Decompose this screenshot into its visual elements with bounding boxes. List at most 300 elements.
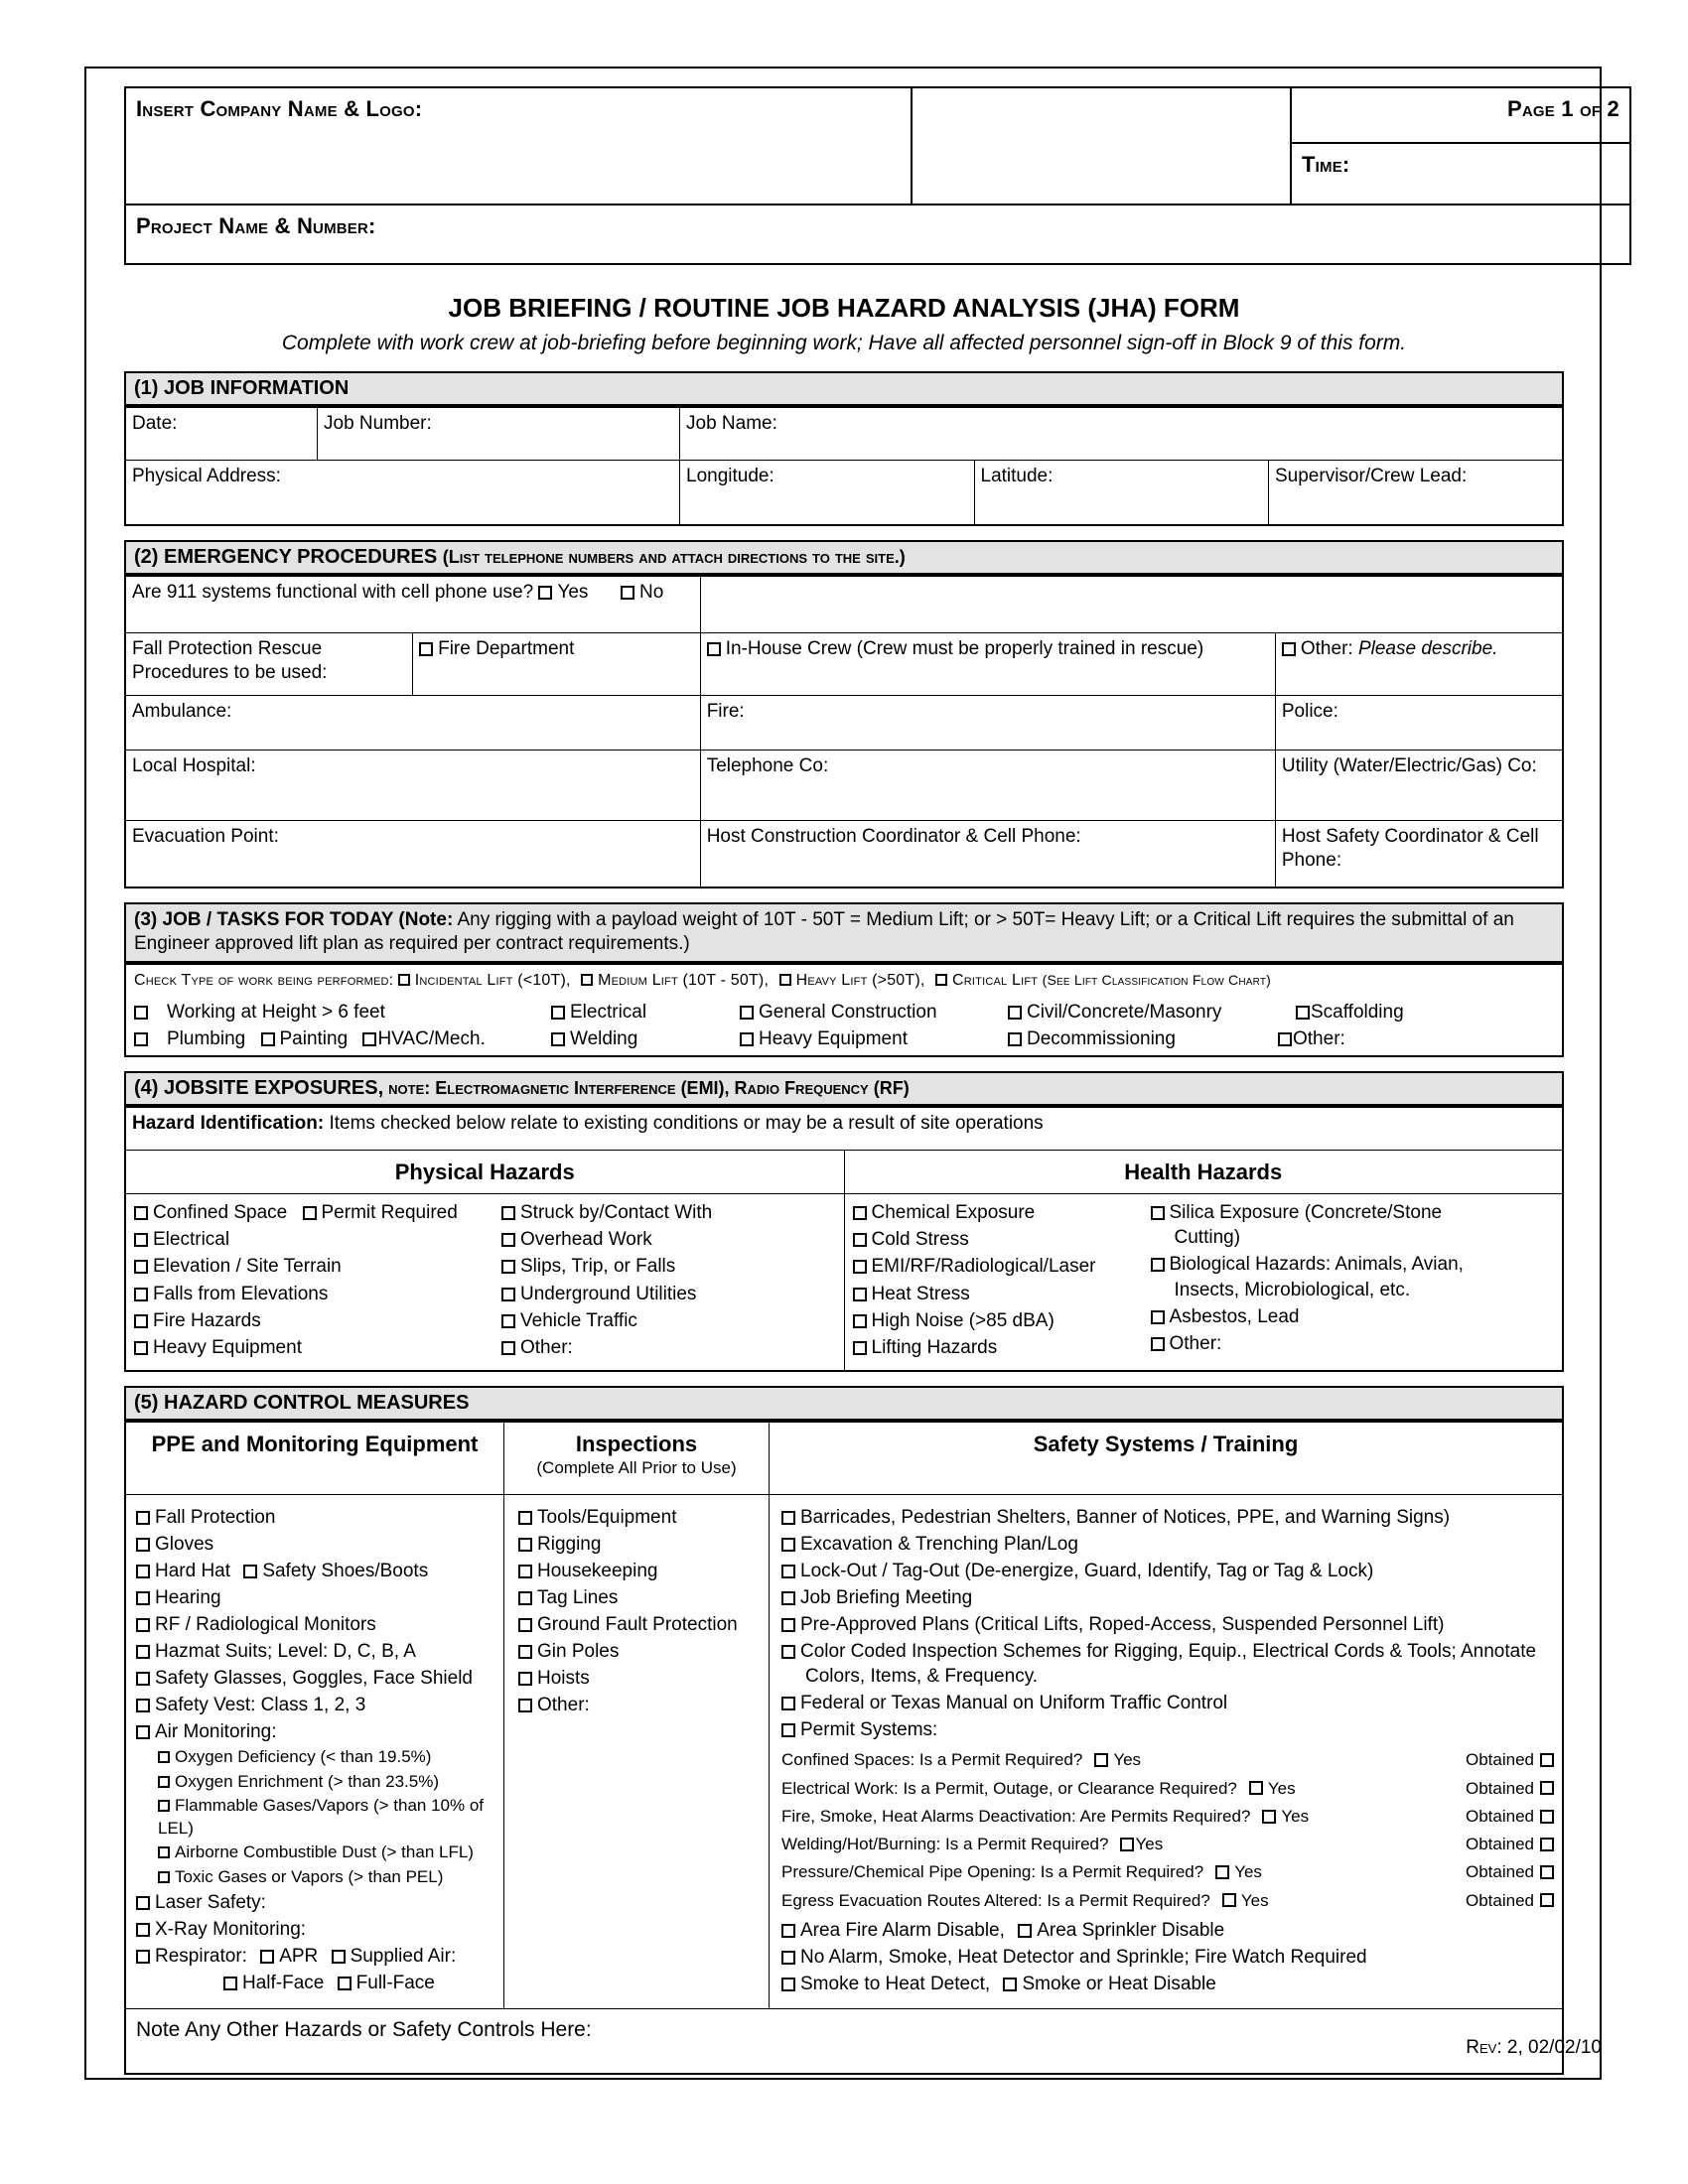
combustible-dust-checkbox[interactable] <box>158 1846 170 1858</box>
q911-yes-checkbox[interactable] <box>538 586 552 600</box>
permit-confined-yes-checkbox[interactable] <box>1094 1753 1108 1767</box>
supplied-air-checkbox[interactable] <box>332 1950 346 1964</box>
flammable-gases-checkbox[interactable] <box>158 1800 170 1812</box>
health-other-label: Other: <box>1169 1332 1222 1354</box>
color-coded-option[interactable] <box>781 1639 1554 1689</box>
general-construction-checkbox[interactable] <box>740 1006 754 1020</box>
hazmat-suits-option[interactable] <box>136 1639 497 1664</box>
hard-hat-checkbox[interactable] <box>136 1565 150 1578</box>
header-blank-cell[interactable] <box>912 87 1291 205</box>
inspections-other-label: Other: <box>537 1695 590 1716</box>
section-2-heading <box>124 540 1564 575</box>
host-safety-field[interactable] <box>1275 821 1563 888</box>
safety-systems-heading: Safety Systems / Training <box>770 1422 1564 1495</box>
form-content <box>124 86 1619 2075</box>
area-sprinkler-checkbox[interactable] <box>1018 1924 1032 1938</box>
gin-poles-option[interactable] <box>518 1639 763 1664</box>
hoists-option[interactable] <box>518 1666 763 1691</box>
phys-heavy-equipment-checkbox[interactable] <box>134 1341 148 1355</box>
job-name-label: Job Name: <box>686 413 777 434</box>
gin-poles-checkbox[interactable] <box>518 1645 532 1659</box>
fire-label: Fire: <box>706 701 745 722</box>
ground-fault-label: Ground Fault Protection <box>537 1614 738 1636</box>
permit-confined-obtained-label: Obtained <box>1466 1750 1534 1770</box>
hoists-checkbox[interactable] <box>518 1672 532 1686</box>
permit-pressure-obtained-label: Obtained <box>1466 1862 1534 1882</box>
hearing-checkbox[interactable] <box>136 1591 150 1605</box>
xray-monitoring-option[interactable] <box>136 1917 497 1942</box>
asbestos-lead-checkbox[interactable] <box>1151 1310 1165 1324</box>
permit-welding-yes-checkbox[interactable] <box>1120 1838 1134 1851</box>
work-other-checkbox[interactable] <box>1278 1032 1292 1046</box>
project-name-cell[interactable] <box>125 205 1630 264</box>
oxygen-deficiency-checkbox[interactable] <box>158 1751 170 1763</box>
silica-exposure-option[interactable] <box>1151 1200 1478 1250</box>
fire-hazards-checkbox[interactable] <box>134 1314 148 1328</box>
job-number-field[interactable] <box>318 407 680 461</box>
section-2-heading-note: (List telephone numbers and attach directions to the site.) <box>442 547 906 567</box>
fire-hazards-option[interactable] <box>134 1308 501 1333</box>
smoke-to-heat-checkbox[interactable] <box>781 1978 795 1991</box>
permit-electrical-yes-checkbox[interactable] <box>1249 1781 1263 1795</box>
laser-safety-checkbox[interactable] <box>136 1896 150 1910</box>
tag-lines-checkbox[interactable] <box>518 1591 532 1605</box>
silica-exposure-checkbox[interactable] <box>1151 1206 1165 1220</box>
permit-systems-checkbox[interactable] <box>781 1723 795 1737</box>
hazmat-suits-checkbox[interactable] <box>136 1645 150 1659</box>
fire-department-label: Fire Department <box>438 638 575 659</box>
welding-checkbox[interactable] <box>551 1032 565 1046</box>
heat-stress-checkbox[interactable] <box>853 1288 867 1301</box>
permit-pressure-yes-label: Yes <box>1234 1862 1262 1882</box>
q911-blank-cell[interactable] <box>700 576 1563 633</box>
chemical-exposure-checkbox[interactable] <box>853 1206 867 1220</box>
heat-stress-option[interactable] <box>853 1282 1151 1306</box>
health-hazards-columns <box>853 1200 1559 1361</box>
section-3-heading-bold: (3) JOB / TASKS FOR TODAY (Note: <box>134 909 454 930</box>
lockout-tagout-option[interactable] <box>781 1559 1554 1583</box>
rescue-other-checkbox[interactable] <box>1282 642 1296 656</box>
safety-shoes-checkbox[interactable] <box>243 1565 257 1578</box>
physical-hazards-col-2 <box>501 1200 829 1361</box>
project-name-label: Project Name & Number: <box>136 213 376 238</box>
permit-electrical-yes-label: Yes <box>1267 1778 1296 1798</box>
work-row2-group <box>134 1026 551 1051</box>
inspections-other-option[interactable] <box>518 1693 763 1717</box>
area-fire-alarm-checkbox[interactable] <box>781 1924 795 1938</box>
permit-egress-yes-checkbox[interactable] <box>1222 1893 1236 1907</box>
supervisor-label: Supervisor/Crew Lead: <box>1275 466 1468 486</box>
physical-address-field[interactable] <box>125 461 680 526</box>
plumbing-checkbox[interactable] <box>134 1032 148 1046</box>
toxic-gases-checkbox[interactable] <box>158 1871 170 1883</box>
work-height-checkbox[interactable] <box>134 1006 148 1020</box>
rigging-checkbox[interactable] <box>518 1538 532 1552</box>
section-1-heading: (1) JOB INFORMATION <box>124 371 1564 406</box>
scaffolding-checkbox[interactable] <box>1296 1006 1310 1020</box>
decommissioning-checkbox[interactable] <box>1008 1032 1022 1046</box>
gloves-checkbox[interactable] <box>136 1538 150 1552</box>
underground-utilities-checkbox[interactable] <box>501 1288 515 1301</box>
page-subtitle: Complete with work crew at job-briefing before beginning work; Have all affected personnel sign-off in Block 9 of this form. <box>281 332 1407 354</box>
safety-vest-option[interactable] <box>136 1693 497 1717</box>
permit-row-welding <box>781 1834 1554 1854</box>
xray-monitoring-label: X-Ray Monitoring: <box>155 1919 307 1941</box>
ground-fault-option[interactable] <box>518 1612 763 1637</box>
rf-monitors-label: RF / Radiological Monitors <box>155 1614 376 1636</box>
critical-lift-label: Critical Lift <box>952 971 1039 989</box>
struck-by-option[interactable] <box>501 1200 829 1225</box>
permit-required-label: Permit Required <box>321 1202 458 1224</box>
flammable-gases-label: Flammable Gases/Vapors (> than 10% of LEL) <box>158 1796 485 1838</box>
housekeeping-label: Housekeeping <box>537 1560 658 1581</box>
physical-address-label: Physical Address: <box>132 466 281 486</box>
section-4-heading <box>124 1071 1564 1106</box>
full-face-label: Full-Face <box>355 1973 435 1994</box>
scaffolding-option[interactable] <box>1296 1000 1475 1024</box>
high-noise-checkbox[interactable] <box>853 1314 867 1328</box>
section-2-table <box>124 575 1564 888</box>
air-monitoring-option[interactable] <box>136 1719 497 1744</box>
work-other-label: Other: <box>1293 1027 1345 1049</box>
barricades-checkbox[interactable] <box>781 1511 795 1525</box>
work-type-col-4 <box>1008 1000 1296 1053</box>
heavy-equipment-label: Heavy Equipment <box>759 1027 908 1049</box>
oxygen-enrichment-option[interactable] <box>158 1771 497 1793</box>
slips-trips-option[interactable] <box>501 1254 829 1279</box>
physical-hazards-col-1 <box>134 1200 501 1361</box>
overhead-work-option[interactable] <box>501 1227 829 1252</box>
vehicle-traffic-checkbox[interactable] <box>501 1314 515 1328</box>
xray-monitoring-checkbox[interactable] <box>136 1923 150 1937</box>
host-safety-label: Host Safety Coordinator & Cell Phone: <box>1281 826 1539 871</box>
falls-elevations-label: Falls from Elevations <box>153 1283 329 1304</box>
incidental-lift-checkbox[interactable] <box>398 974 410 986</box>
gloves-option[interactable] <box>136 1532 497 1557</box>
inspections-other-checkbox[interactable] <box>518 1699 532 1712</box>
date-label: Date: <box>132 413 178 434</box>
underground-utilities-option[interactable] <box>501 1282 829 1306</box>
permit-confined-obtained-checkbox[interactable] <box>1540 1753 1554 1767</box>
high-noise-label: High Noise (>85 dBA) <box>871 1309 1055 1331</box>
apr-checkbox[interactable] <box>260 1950 274 1964</box>
in-house-crew-checkbox[interactable] <box>707 642 721 656</box>
form-page <box>84 67 1619 2080</box>
safety-glasses-label: Safety Glasses, Goggles, Face Shield <box>155 1668 473 1690</box>
phys-heavy-equipment-label: Heavy Equipment <box>153 1336 302 1358</box>
general-construction-label: General Construction <box>759 1001 937 1023</box>
elevation-terrain-option[interactable] <box>134 1254 501 1279</box>
health-other-option[interactable] <box>1151 1331 1478 1356</box>
biological-hazards-option[interactable] <box>1151 1252 1478 1301</box>
safety-glasses-checkbox[interactable] <box>136 1672 150 1686</box>
tools-equipment-label: Tools/Equipment <box>537 1506 677 1528</box>
permit-row-fire-alarms <box>781 1806 1554 1827</box>
heat-stress-label: Heat Stress <box>871 1283 970 1304</box>
cold-stress-checkbox[interactable] <box>853 1233 867 1247</box>
section-2-heading-main: (2) EMERGENCY PROCEDURES <box>134 546 438 568</box>
smoke-heat-row <box>781 1972 1554 1996</box>
permit-systems-label: Permit Systems: <box>800 1719 938 1741</box>
permit-confined-question: Confined Spaces: Is a Permit Required? <box>781 1750 1083 1770</box>
excavation-option[interactable] <box>781 1532 1554 1557</box>
hard-hat-option[interactable] <box>136 1559 497 1583</box>
housekeeping-checkbox[interactable] <box>518 1565 532 1578</box>
biological-hazards-label: Biological Hazards: Animals, Avian, Insects, Microbiological, etc. <box>1169 1254 1464 1300</box>
safety-glasses-option[interactable] <box>136 1666 497 1691</box>
section-4-heading-main: (4) JOBSITE EXPOSURES, <box>134 1076 384 1099</box>
cold-stress-option[interactable] <box>853 1227 1151 1252</box>
area-sprinkler-label: Area Sprinkler Disable <box>1037 1919 1225 1941</box>
civil-concrete-option[interactable] <box>1008 1000 1296 1024</box>
rf-monitors-option[interactable] <box>136 1612 497 1637</box>
falls-elevations-option[interactable] <box>134 1282 501 1306</box>
excavation-checkbox[interactable] <box>781 1538 795 1552</box>
permit-required-checkbox[interactable] <box>303 1206 317 1220</box>
confined-space-option[interactable] <box>134 1200 501 1225</box>
flammable-gases-option[interactable] <box>158 1795 497 1840</box>
high-noise-option[interactable] <box>853 1308 1151 1333</box>
local-hospital-field[interactable] <box>125 751 700 821</box>
fire-field[interactable] <box>700 696 1275 751</box>
toxic-gases-option[interactable] <box>158 1866 497 1888</box>
permit-pressure-obtained-checkbox[interactable] <box>1540 1865 1554 1879</box>
confined-space-checkbox[interactable] <box>134 1206 148 1220</box>
safety-vest-checkbox[interactable] <box>136 1699 150 1712</box>
general-construction-option[interactable] <box>740 1000 1008 1024</box>
in-house-crew-label: In-House Crew (Crew must be properly trained in rescue) <box>725 638 1204 659</box>
struck-by-checkbox[interactable] <box>501 1206 515 1220</box>
falls-elevations-checkbox[interactable] <box>134 1288 148 1301</box>
incidental-lift-label: Incidental Lift (<10T), <box>414 971 571 989</box>
telephone-co-field[interactable] <box>700 751 1275 821</box>
elevation-terrain-checkbox[interactable] <box>134 1260 148 1274</box>
hazard-identification-row <box>125 1107 1563 1151</box>
health-other-checkbox[interactable] <box>1151 1337 1165 1351</box>
combustible-dust-option[interactable] <box>158 1842 497 1863</box>
inspections-subheading: (Complete All Prior to Use) <box>536 1458 737 1478</box>
check-type-label: Check Type of work being performed: <box>134 971 394 989</box>
physical-other-checkbox[interactable] <box>501 1341 515 1355</box>
lifting-hazards-checkbox[interactable] <box>853 1341 867 1355</box>
health-hazards-col-1 <box>853 1200 1151 1361</box>
permit-welding-obtained-checkbox[interactable] <box>1540 1838 1554 1851</box>
housekeeping-option[interactable] <box>518 1559 763 1583</box>
civil-concrete-checkbox[interactable] <box>1008 1006 1022 1020</box>
date-field[interactable] <box>125 407 318 461</box>
permit-electrical-obtained-label: Obtained <box>1466 1778 1534 1798</box>
barricades-label: Barricades, Pedestrian Shelters, Banner of Notices, PPE, and Warning Signs) <box>800 1506 1451 1528</box>
fire-department-checkbox[interactable] <box>419 642 433 656</box>
ambulance-field[interactable] <box>125 696 700 751</box>
pre-approved-plans-option[interactable] <box>781 1612 1554 1637</box>
heavy-equipment-checkbox[interactable] <box>740 1032 754 1046</box>
permit-fire-obtained-label: Obtained <box>1466 1806 1534 1826</box>
q911-yes-label: Yes <box>557 582 589 603</box>
time-label: Time: <box>1302 152 1350 177</box>
oxygen-enrichment-checkbox[interactable] <box>158 1776 170 1788</box>
color-coded-checkbox[interactable] <box>781 1645 795 1659</box>
traffic-control-checkbox[interactable] <box>781 1697 795 1710</box>
evacuation-point-label: Evacuation Point: <box>132 826 279 847</box>
rigging-label: Rigging <box>537 1533 602 1555</box>
latitude-field[interactable] <box>974 461 1269 526</box>
chemical-exposure-label: Chemical Exposure <box>871 1202 1036 1224</box>
lockout-tagout-checkbox[interactable] <box>781 1565 795 1578</box>
respirator-checkbox[interactable] <box>136 1950 150 1964</box>
hard-hat-label: Hard Hat <box>155 1560 231 1581</box>
inspections-heading-cell <box>504 1422 770 1495</box>
work-type-col-3 <box>740 1000 1008 1053</box>
underground-utilities-label: Underground Utilities <box>520 1283 697 1304</box>
permit-pressure-yes-checkbox[interactable] <box>1215 1865 1229 1879</box>
host-construction-field[interactable] <box>700 821 1275 888</box>
fall-protection-option[interactable] <box>136 1505 497 1530</box>
job-briefing-checkbox[interactable] <box>781 1591 795 1605</box>
health-hazards-col-2 <box>1151 1200 1478 1361</box>
respirator-option[interactable] <box>136 1944 497 1969</box>
welding-option[interactable] <box>551 1026 740 1051</box>
medium-lift-label: Medium Lift (10T - 50T), <box>598 971 770 989</box>
time-cell[interactable] <box>1291 143 1630 205</box>
emi-rf-option[interactable] <box>853 1254 1151 1279</box>
company-name-cell[interactable] <box>125 87 912 205</box>
permit-egress-yes-label: Yes <box>1240 1890 1269 1910</box>
q911-cell[interactable] <box>125 576 700 633</box>
vehicle-traffic-label: Vehicle Traffic <box>520 1309 637 1331</box>
biological-hazards-checkbox[interactable] <box>1151 1258 1165 1272</box>
full-face-checkbox[interactable] <box>338 1977 352 1990</box>
q911-no-checkbox[interactable] <box>621 586 634 600</box>
supervisor-field[interactable] <box>1269 461 1564 526</box>
rf-monitors-checkbox[interactable] <box>136 1618 150 1632</box>
respirator-label: Respirator: <box>155 1946 247 1968</box>
combustible-dust-label: Airborne Combustible Dust (> than LFL) <box>175 1843 474 1862</box>
in-house-crew-cell[interactable] <box>700 633 1275 696</box>
evacuation-point-field[interactable] <box>125 821 700 888</box>
no-alarm-label: No Alarm, Smoke, Heat Detector and Sprinkle; Fire Watch Required <box>800 1947 1367 1969</box>
barricades-option[interactable] <box>781 1505 1554 1530</box>
permit-electrical-question: Electrical Work: Is a Permit, Outage, or Clearance Required? <box>781 1778 1237 1798</box>
permit-egress-obtained-checkbox[interactable] <box>1540 1893 1554 1907</box>
smoke-heat-disable-checkbox[interactable] <box>1003 1978 1017 1991</box>
no-alarm-checkbox[interactable] <box>781 1951 795 1965</box>
lifting-hazards-option[interactable] <box>853 1335 1151 1360</box>
electrical-checkbox[interactable] <box>551 1006 565 1020</box>
section-3-heading <box>124 902 1564 963</box>
permit-electrical-obtained-checkbox[interactable] <box>1540 1781 1554 1795</box>
slips-trips-checkbox[interactable] <box>501 1260 515 1274</box>
lockout-tagout-label: Lock-Out / Tag-Out (De-energize, Guard, Identify, Tag or Tag & Lock) <box>800 1560 1374 1581</box>
physical-other-option[interactable] <box>501 1335 829 1360</box>
fire-department-cell[interactable] <box>413 633 701 696</box>
medium-lift-checkbox[interactable] <box>581 974 593 986</box>
traffic-control-option[interactable] <box>781 1691 1554 1715</box>
painting-checkbox[interactable] <box>261 1032 275 1046</box>
utility-co-field[interactable] <box>1275 751 1563 821</box>
overhead-work-checkbox[interactable] <box>501 1233 515 1247</box>
decommissioning-label: Decommissioning <box>1027 1027 1176 1049</box>
permit-fire-question: Fire, Smoke, Heat Alarms Deactivation: Are Permits Required? <box>781 1806 1251 1826</box>
tag-lines-option[interactable] <box>518 1585 763 1610</box>
ppe-heading: PPE and Monitoring Equipment <box>125 1422 504 1495</box>
laser-safety-option[interactable] <box>136 1890 497 1915</box>
emi-rf-checkbox[interactable] <box>853 1260 867 1274</box>
heavy-lift-checkbox[interactable] <box>779 974 791 986</box>
permit-pressure-question: Pressure/Chemical Pipe Opening: Is a Permit Required? <box>781 1862 1204 1882</box>
critical-lift-checkbox[interactable] <box>935 974 947 986</box>
fall-protection-checkbox[interactable] <box>136 1511 150 1525</box>
pre-approved-plans-label: Pre-Approved Plans (Critical Lifts, Roped-Access, Suspended Personnel Lift) <box>800 1614 1445 1636</box>
permit-fire-obtained-checkbox[interactable] <box>1540 1810 1554 1824</box>
phys-electrical-option[interactable] <box>134 1227 501 1252</box>
inspections-cell <box>504 1494 770 2008</box>
asbestos-lead-option[interactable] <box>1151 1304 1478 1329</box>
hvac-checkbox[interactable] <box>362 1032 376 1046</box>
work-other-option[interactable] <box>1278 1026 1475 1051</box>
confined-space-label: Confined Space <box>153 1202 288 1224</box>
electrical-option[interactable] <box>551 1000 740 1024</box>
physical-hazards-cell <box>125 1194 844 1371</box>
phys-heavy-equipment-option[interactable] <box>134 1335 501 1360</box>
work-type-col-1 <box>134 1000 551 1053</box>
permit-row-electrical <box>781 1778 1554 1799</box>
work-height-option[interactable] <box>134 1000 551 1024</box>
phys-electrical-checkbox[interactable] <box>134 1233 148 1247</box>
hearing-option[interactable] <box>136 1585 497 1610</box>
air-monitoring-checkbox[interactable] <box>136 1725 150 1739</box>
section-4-heading-note: note: Electromagnetic Interference (EMI), Radio Frequency (RF) <box>383 1077 910 1098</box>
heavy-lift-label: Heavy Lift (>50T), <box>795 971 925 989</box>
smoke-heat-disable-label: Smoke or Heat Disable <box>1022 1974 1216 1995</box>
police-field[interactable] <box>1275 696 1563 751</box>
oxygen-deficiency-option[interactable] <box>158 1746 497 1768</box>
emi-rf-label: EMI/RF/Radiological/Laser <box>871 1256 1096 1278</box>
permit-egress-obtained-label: Obtained <box>1466 1890 1534 1910</box>
health-hazards-cell <box>844 1194 1563 1371</box>
half-face-checkbox[interactable] <box>223 1977 237 1990</box>
vehicle-traffic-option[interactable] <box>501 1308 829 1333</box>
telephone-co-label: Telephone Co: <box>706 755 829 776</box>
pre-approved-plans-checkbox[interactable] <box>781 1618 795 1632</box>
job-name-field[interactable] <box>680 407 1564 461</box>
hazard-identification-bold: Hazard Identification: <box>132 1112 325 1134</box>
work-height-label: Working at Height > 6 feet <box>167 1001 385 1023</box>
rescue-other-cell[interactable] <box>1275 633 1563 696</box>
tools-equipment-option[interactable] <box>518 1505 763 1530</box>
longitude-label: Longitude: <box>686 466 774 486</box>
welding-label: Welding <box>570 1027 638 1049</box>
hazard-identification-rest: Items checked below relate to existing conditions or may be a result of site operations <box>324 1112 1044 1134</box>
note-other-hazards-label: Note Any Other Hazards or Safety Controls Here: <box>136 2018 592 2042</box>
longitude-field[interactable] <box>680 461 975 526</box>
tools-equipment-checkbox[interactable] <box>518 1511 532 1525</box>
decommissioning-option[interactable] <box>1008 1026 1296 1051</box>
host-construction-label: Host Construction Coordinator & Cell Phone: <box>706 826 1081 847</box>
lift-chart-note: (See Lift Classification Flow Chart) <box>1042 971 1272 988</box>
ground-fault-checkbox[interactable] <box>518 1618 532 1632</box>
no-alarm-option[interactable] <box>781 1945 1554 1970</box>
document-header <box>124 86 1631 265</box>
rigging-option[interactable] <box>518 1532 763 1557</box>
area-fire-alarm-label: Area Fire Alarm Disable, <box>800 1919 1005 1941</box>
heavy-equipment-option[interactable] <box>740 1026 1008 1051</box>
chemical-exposure-option[interactable] <box>853 1200 1151 1225</box>
revision-footer: Rev: 2, 02/02/10 <box>1466 2037 1602 2058</box>
permit-systems-option[interactable] <box>781 1717 1554 1742</box>
job-briefing-option[interactable] <box>781 1585 1554 1610</box>
permit-fire-yes-checkbox[interactable] <box>1262 1810 1276 1824</box>
